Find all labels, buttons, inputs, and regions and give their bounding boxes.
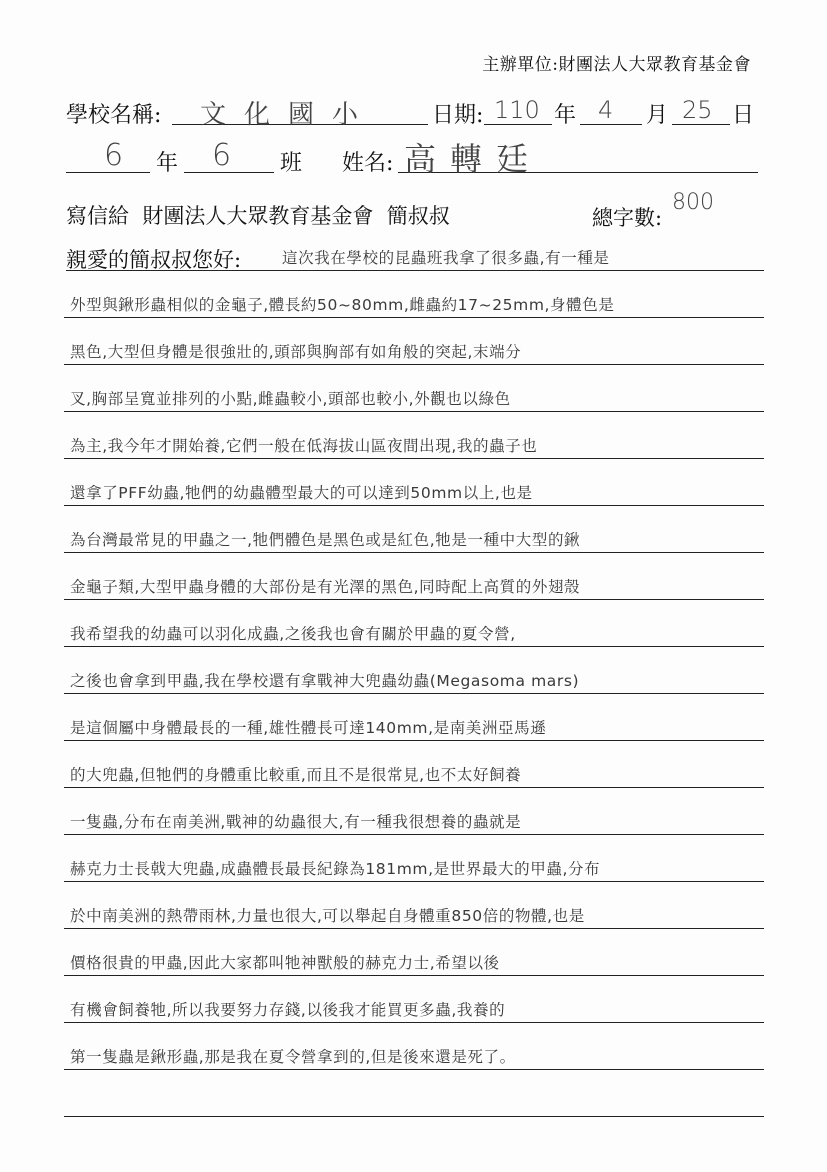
year-blank	[484, 124, 552, 125]
grade-label: 年	[156, 151, 179, 176]
date-year: 110	[494, 96, 540, 124]
letter-line: 價格很貴的甲蟲,因此大家都叫牠神獸般的赫克力士,希望以後	[70, 954, 500, 972]
class-label: 班	[280, 151, 303, 176]
date-day: 25	[682, 96, 713, 124]
letter-line: 是這個屬中身體最長的一種,雄性體長可達140mm,是南美洲亞馬遜	[70, 719, 547, 737]
ruled-line	[64, 411, 764, 412]
letter-line: 赫克力士長戟大兜蟲,成蟲體長最長紀錄為181mm,是世界最大的甲蟲,分布	[70, 860, 601, 878]
ruled-line	[64, 599, 764, 600]
salutation-underline	[66, 270, 272, 271]
letter-line: 有機會飼養牠,所以我要努力存錢,以後我才能買更多蟲,我養的	[70, 1001, 506, 1019]
letter-line: 黑色,大型但身體是很強壯的,頭部與胸部有如角般的突起,末端分	[70, 343, 522, 361]
letter-line: 外型與鍬形蟲相似的金龜子,體長約50~80mm,雌蟲約17~25mm,身體色是	[70, 296, 615, 314]
recipient-line: 寫信給 財團法人大眾教育基金會 簡叔叔	[66, 204, 450, 228]
letter-line: 之後也會拿到甲蟲,我在學校還有拿戰神大兜蟲幼蟲(Megasoma mars)	[70, 672, 580, 690]
ruled-line	[64, 552, 764, 553]
ruled-line	[272, 270, 764, 271]
salutation: 親愛的簡叔叔您好:	[66, 248, 242, 272]
ruled-line	[64, 505, 764, 506]
word-count-label: 總字數:	[592, 206, 663, 230]
ruled-line	[64, 317, 764, 318]
grade-value: 6	[104, 138, 124, 173]
month-blank	[580, 124, 642, 125]
letter-line: 於中南美洲的熱帶雨林,力量也很大,可以舉起自身體重850倍的物體,也是	[70, 907, 585, 925]
school-value: 文化國小	[200, 100, 377, 130]
ruled-line	[64, 1116, 764, 1117]
ruled-line	[64, 646, 764, 647]
letter-line: 為台灣最常見的甲蟲之一,牠們體色是黑色或是紅色,牠是一種中大型的鍬	[70, 531, 581, 549]
date-month: 4	[598, 96, 614, 124]
ruled-line	[64, 364, 764, 365]
day-blank	[672, 124, 730, 125]
ruled-line	[64, 975, 764, 976]
year-label: 年	[554, 103, 577, 128]
letter-line: 還拿了PFF幼蟲,牠們的幼蟲體型最大的可以達到50mm以上,也是	[70, 484, 533, 502]
ruled-line	[64, 1022, 764, 1023]
name-value: 高轉廷	[404, 140, 543, 178]
ruled-line	[64, 693, 764, 694]
word-count-value: 800	[672, 190, 714, 215]
letter-line: 的大兜蟲,但牠們的身體重比較重,而且不是很常見,也不太好飼養	[70, 766, 522, 784]
letter-line: 一隻蟲,分布在南美洲,戰神的幼蟲很大,有一種我很想養的蟲就是	[70, 813, 522, 831]
class-value: 6	[212, 138, 232, 173]
name-label: 姓名:	[342, 151, 394, 176]
month-label: 月	[646, 103, 669, 128]
ruled-line	[64, 834, 764, 835]
letter-line: 第一隻蟲是鍬形蟲,那是我在夏令營拿到的,但是後來還是死了。	[70, 1048, 516, 1066]
ruled-line	[64, 881, 764, 882]
date-label: 日期:	[432, 103, 484, 128]
ruled-line	[64, 928, 764, 929]
ruled-line	[64, 740, 764, 741]
day-label: 日	[732, 103, 755, 128]
school-label: 學校名稱:	[66, 103, 162, 128]
ruled-line	[64, 787, 764, 788]
letter-line: 金龜子類,大型甲蟲身體的大部份是有光澤的黑色,同時配上高質的外翅殼	[70, 578, 581, 596]
letter-line: 為主,我今年才開始養,它們一般在低海拔山區夜間出現,我的蟲子也	[70, 437, 538, 455]
ruled-line	[64, 458, 764, 459]
letter-line: 叉,胸部呈寬並排列的小點,雌蟲較小,頭部也較小,外觀也以綠色	[70, 390, 511, 408]
organizer-label: 主辦單位:財團法人大眾教育基金會	[482, 55, 751, 75]
letter-line: 我希望我的幼蟲可以羽化成蟲,之後我也會有關於甲蟲的夏令營,	[70, 625, 516, 643]
letter-line: 這次我在學校的昆蟲班我拿了很多蟲,有一種是	[282, 249, 610, 267]
ruled-line	[64, 1069, 764, 1070]
